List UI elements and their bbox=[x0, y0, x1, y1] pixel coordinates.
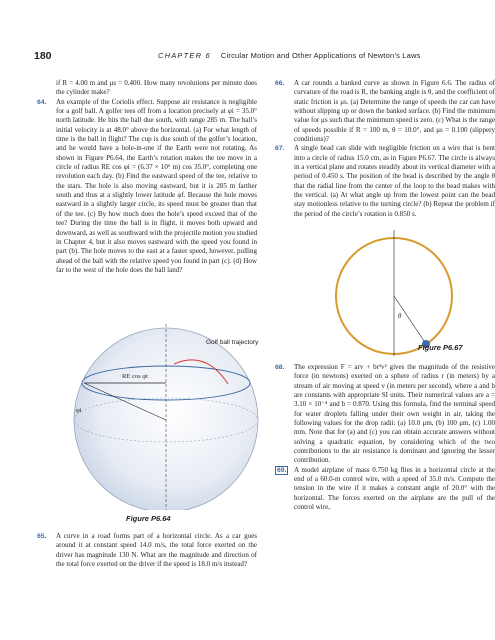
label-trajectory: Golf ball trajectory bbox=[206, 339, 259, 346]
running-head bbox=[158, 51, 421, 60]
right-column bbox=[275, 79, 495, 219]
left-column-bottom bbox=[37, 532, 257, 569]
problem-text: An example of the Coriolis effect. Suppose air resistance is negligible for a golf ball. A golfer tees off from a location precisely at φi = 35.0° north latitude. He hits the ball due south, with range 285 m. The ball’s initial velocity is at 48.0° above the horizontal. (a) For what length of time is the ball in flight? The cup is due south of the golfer’s location, and he would have a hole-in-one if the Earth were not rotating. As shown in Figure P6.64, the Earth’s rotation makes the tee move in a circle of radius RE cos φi = (6.37 × 10⁶ m) cos 35.0°, completing one revolution each day. (b) Find the eastward speed of the tee, relative to the stars. The hole is also moving eastward, but it is 285 m farther south and thus at a slightly lower latitude φf. Because the hole moves eastward in a slightly larger circle, its speed must be greater than that of the tee. (c) By how much does the hole’s speed exceed that of the tee? During the time the ball is in flight, it moves both upward and downward, as well as southward with the projectile motion you studied in Chapter 4, but it also moves eastward with the speed you found in part (b). The hole moves to the east at a faster speed, however, pulling ahead of the ball with the relative speed you found in part (c). (d) How far to the west of the hole does the ball land? bbox=[56, 97, 257, 274]
problem-text: The expression F = arv + br²v² gives the magnitude of the resistive force (in newtons) exerted on a sphere of radius r (in meters) by a stream of air moving at speed v (in meters per second), where a and b are constants with appropriate SI units. Their numerical values are a = 3.10 × 10⁻⁴ and b = 0.870. Using this formula, find the terminal speed for water droplets falling under their own weight in air, taking the following values for the drop radii: (a) 10.0 μm, (b) 100 μm, (c) 1.00 mm. Note that for (a) and (c) you can obtain accurate answers without solving a quadratic equation, by considering which of the two contributions to the air resistance is dominant and ignoring the lesser contribution. bbox=[294, 363, 495, 465]
problem-number: 64. bbox=[37, 98, 47, 106]
chapter-title: Circular Motion and Other Applications of Newton’s Laws bbox=[220, 51, 421, 60]
figure-p6-64 bbox=[56, 320, 276, 510]
figure-p6-67 bbox=[294, 228, 494, 358]
page-header bbox=[34, 50, 464, 64]
figure-p6-67-caption: Figure P6.67 bbox=[418, 343, 463, 352]
problem-text: A curve in a road forms part of a horizontal circle. As a car goes around it at constant speed 14.0 m/s, the total force exerted on the driver has magnitude 130 N. What are the magnitude and direction of the total force exerted on the driver if the speed is 18.0 m/s instead? bbox=[56, 532, 257, 569]
label-phi: φi bbox=[76, 407, 82, 414]
problem-number: 66. bbox=[275, 80, 285, 87]
chapter-label: CHAPTER 6 bbox=[158, 51, 211, 60]
problem-69 bbox=[277, 465, 495, 513]
problem-63-tail: if R = 4.00 m and μs = 0.400. How many revolutions per minute does the cylinder make? bbox=[56, 79, 257, 97]
problem-number: 65. bbox=[37, 533, 47, 540]
page-number: 180 bbox=[34, 50, 52, 62]
problem-65 bbox=[37, 532, 257, 569]
problem-text: A single bead can slide with negligible friction on a wire that is bent into a circle of radius 15.0 cm, as in Figure P6.67. The circle is always in a vertical plane and rotates steadily about its vertical diameter with a period of 0.450 s. The position of the bead is described by the angle θ that the radial line from the center of the loop to the bead makes with the vertical. (a) At what angle up from the lowest point can the bead stay motionless relative to the turning circle? (b) Repeat the problem if the period of the circle’s rotation is 0.850 s. bbox=[294, 144, 495, 218]
problem-text: A car rounds a banked curve as shown in Figure 6.6. The radius of curvature of the road is R, the banking angle is θ, and the coefficient of static friction is μs. (a) Determine the range of speeds the car can have without slipping up or down the banked surface. (b) Find the minimum value for μs such that the minimum speed is zero. (c) What is the range of speeds possible if R = 100 m, θ = 10.0°, and μs = 0.100 (slippery conditions)? bbox=[294, 79, 495, 144]
label-theta: θ bbox=[398, 312, 402, 320]
figure-p6-64-caption: Figure P6.64 bbox=[126, 514, 171, 523]
radial-line bbox=[394, 296, 426, 344]
label-radius: RE cos φi bbox=[122, 373, 148, 380]
problem-67 bbox=[275, 144, 495, 219]
problem-68 bbox=[275, 363, 495, 466]
right-column-bottom bbox=[275, 363, 495, 513]
problem-number-boxed: 69. bbox=[277, 466, 287, 474]
problem-number: 67. bbox=[275, 145, 285, 153]
problem-66 bbox=[275, 79, 495, 144]
problem-64 bbox=[37, 97, 257, 276]
left-column bbox=[37, 79, 257, 275]
problem-number: 68. bbox=[275, 364, 285, 371]
problem-text: A model airplane of mass 0.750 kg flies in a horizontal circle at the end of a 60.0-m control wire, with a speed of 35.0 m/s. Compute the tension in the wire if it makes a constant angle of 20.0° with the horizontal. The forces exerted on the airplane are the pull of the control wire, bbox=[294, 465, 495, 512]
